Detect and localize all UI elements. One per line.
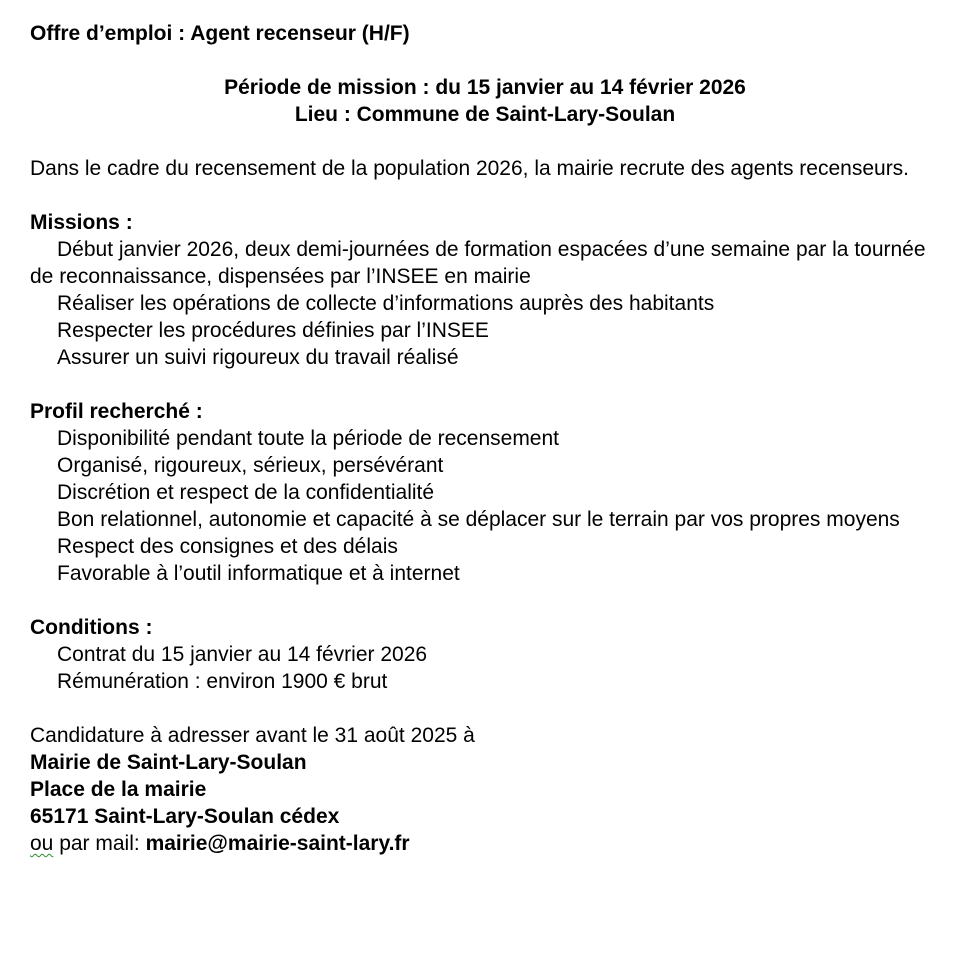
profile-item: Discrétion et respect de la confidentialité [57,481,435,504]
spacer [30,695,940,722]
intro-paragraph: Dans le cadre du recensement de la population 2026, la mairie recrute des agents recenseurs. [30,157,910,180]
address-street: Place de la mairie [30,778,207,801]
address-city: 65171 Saint-Lary-Soulan cédex [30,805,340,828]
mission-location: Lieu : Commune de Saint-Lary-Soulan [294,103,676,126]
mail-prefix: par mail: [53,832,146,855]
address-name: Mairie de Saint-Lary-Soulan [30,751,307,774]
profile-heading: Profil recherché : [30,400,203,423]
mail-address-link[interactable]: mairie@mairie-saint-lary.fr [145,832,410,855]
missions-item: Début janvier 2026, deux demi-journées de formation espacées d’une semaine par la tournée de reconnaissance, dispensées par l’INSEE en mairie [30,238,926,288]
spacer [30,128,940,155]
missions-item: Réaliser les opérations de collecte d’informations auprès des habitants [57,292,715,315]
job-offer-document [30,20,940,857]
profile-item: Organisé, rigoureux, sérieux, persévérant [57,454,444,477]
profile-item: Bon relationnel, autonomie et capacité à se déplacer sur le terrain par vos propres moyens [57,508,900,531]
profile-item: Respect des consignes et des délais [57,535,398,558]
spacer [30,47,940,74]
missions-heading: Missions : [30,211,133,234]
mission-period: Période de mission : du 15 janvier au 14 février 2026 [224,76,746,99]
profile-item: Disponibilité pendant toute la période de recensement [57,427,560,450]
mail-line [30,830,940,857]
application-intro: Candidature à adresser avant le 31 août 2025 à [30,724,475,747]
missions-item: Assurer un suivi rigoureux du travail réalisé [57,346,459,369]
spacer [30,587,940,614]
missions-item: Respecter les procédures définies par l’INSEE [57,319,489,342]
document-title: Offre d’emploi : Agent recenseur (H/F) [30,22,410,45]
spacer [30,182,940,209]
mail-prefix-ou: ou [30,832,54,855]
conditions-item: Contrat du 15 janvier au 14 février 2026 [57,643,428,666]
profile-item: Favorable à l’outil informatique et à internet [57,562,460,585]
conditions-heading: Conditions : [30,616,153,639]
conditions-item: Rémunération : environ 1900 € brut [57,670,388,693]
spacer [30,371,940,398]
